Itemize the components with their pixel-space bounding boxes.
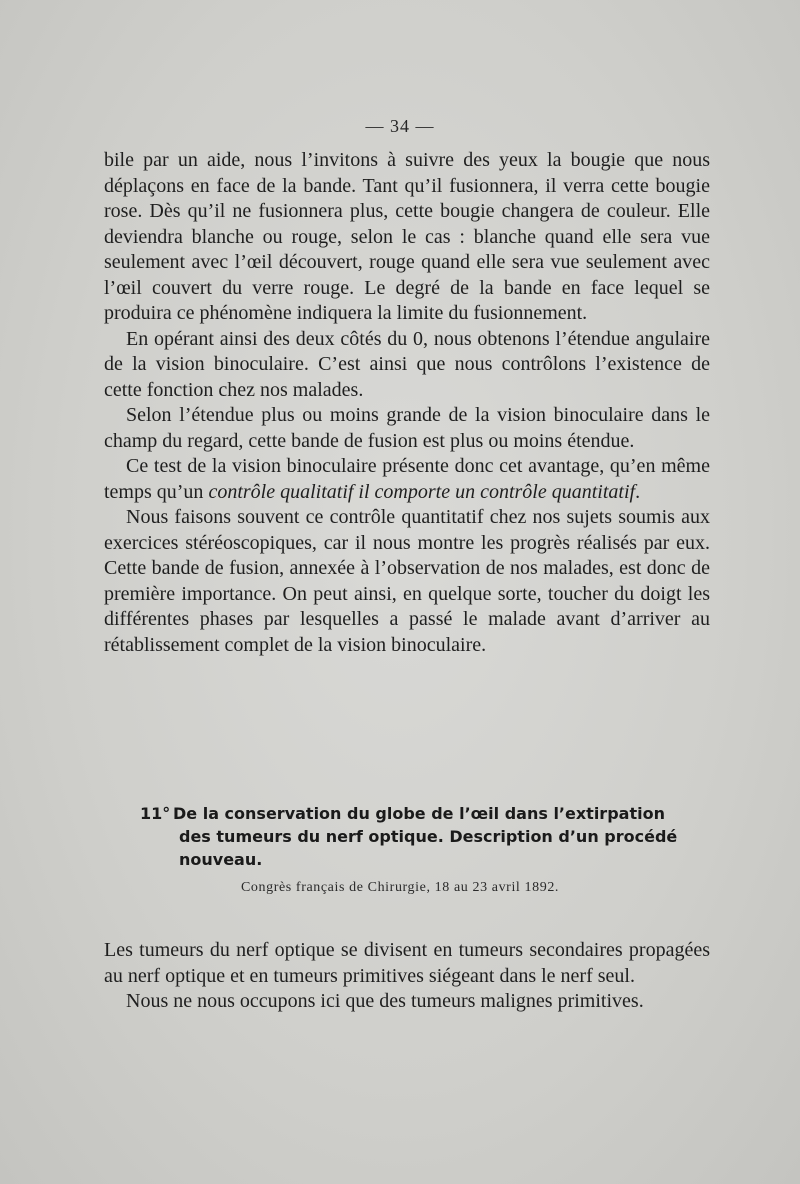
paragraph-italic-text: contrôle qualitatif il comporte un contrôle quantitatif	[208, 480, 636, 503]
page-number: — 34 —	[365, 116, 435, 136]
section-title-part: nouveau.	[179, 850, 263, 869]
main-text-block	[104, 148, 710, 658]
paragraph-text: En opérant ainsi des deux côtés du 0, nous obtenons l’étendue angulaire de la vision binoculaire. C’est ainsi que nous contrôlons l’existence de cette fonction chez nos malades.	[104, 327, 710, 401]
section-heading	[140, 802, 700, 871]
paragraph-text: Ce test de la vision binoculaire présente donc cet avantage, qu’en même temps qu’un	[104, 455, 710, 503]
paragraph	[104, 454, 710, 505]
section-title-part: De la conservation du globe de l’œil dans l’extirpation	[173, 804, 665, 823]
paragraph-text: bile par un aide, nous l’invitons à suivre des yeux la bougie que nous déplaçons en face de la bande. Tant qu’il fusionnera, il verra cette bougie rose. Dès qu’il ne fusionnera plus, cette bougie changera de couleur. Elle deviendra blanche ou rouge, selon le cas : blanche quand elle sera vue seulement avec l’œil découvert, rouge quand elle sera vue seulement avec l’œil couvert du verre rouge. Le degré de la bande en face lequel se produira ce phénomène indiquera la limite du fusionnement.	[104, 149, 710, 324]
paragraph	[104, 148, 710, 327]
paragraph	[104, 403, 710, 454]
paragraph-text: Selon l’étendue plus ou moins grande de la vision binoculaire dans le champ du regard, cette bande de fusion est plus ou moins étendue.	[104, 404, 710, 452]
paragraph	[104, 505, 710, 658]
section-heading-line	[140, 802, 700, 825]
paragraph-text: .	[635, 480, 641, 503]
paragraph	[104, 327, 710, 404]
paragraph: Nous ne nous occupons ici que des tumeurs malignes primitives.	[126, 990, 644, 1012]
section-title-part: des tumeurs du nerf optique. Description d’un procédé	[179, 827, 678, 846]
paragraph-text: Nous faisons souvent ce contrôle quantitatif chez nos sujets soumis aux exercices stéréoscopiques, car il nous montre les progrès réalisés par eux. Cette bande de fusion, annexée à l’observation de nos malades, est donc de première importance. On peut ainsi, en quelque sorte, toucher du doigt les différentes phases par lesquelles a passé le malade avant d’arriver au rétablissement complet de la vision binoculaire.	[104, 506, 710, 656]
paragraph: Les tumeurs du nerf optique se divisent en tumeurs secondaires propagées au nerf optique et en tumeurs primitives siégeant dans le nerf seul.	[104, 939, 710, 987]
section-number: 11°	[140, 804, 171, 823]
section-text-block	[104, 938, 710, 1015]
citation: Congrès français de Chirurgie, 18 au 23 avril 1892.	[240, 880, 560, 895]
